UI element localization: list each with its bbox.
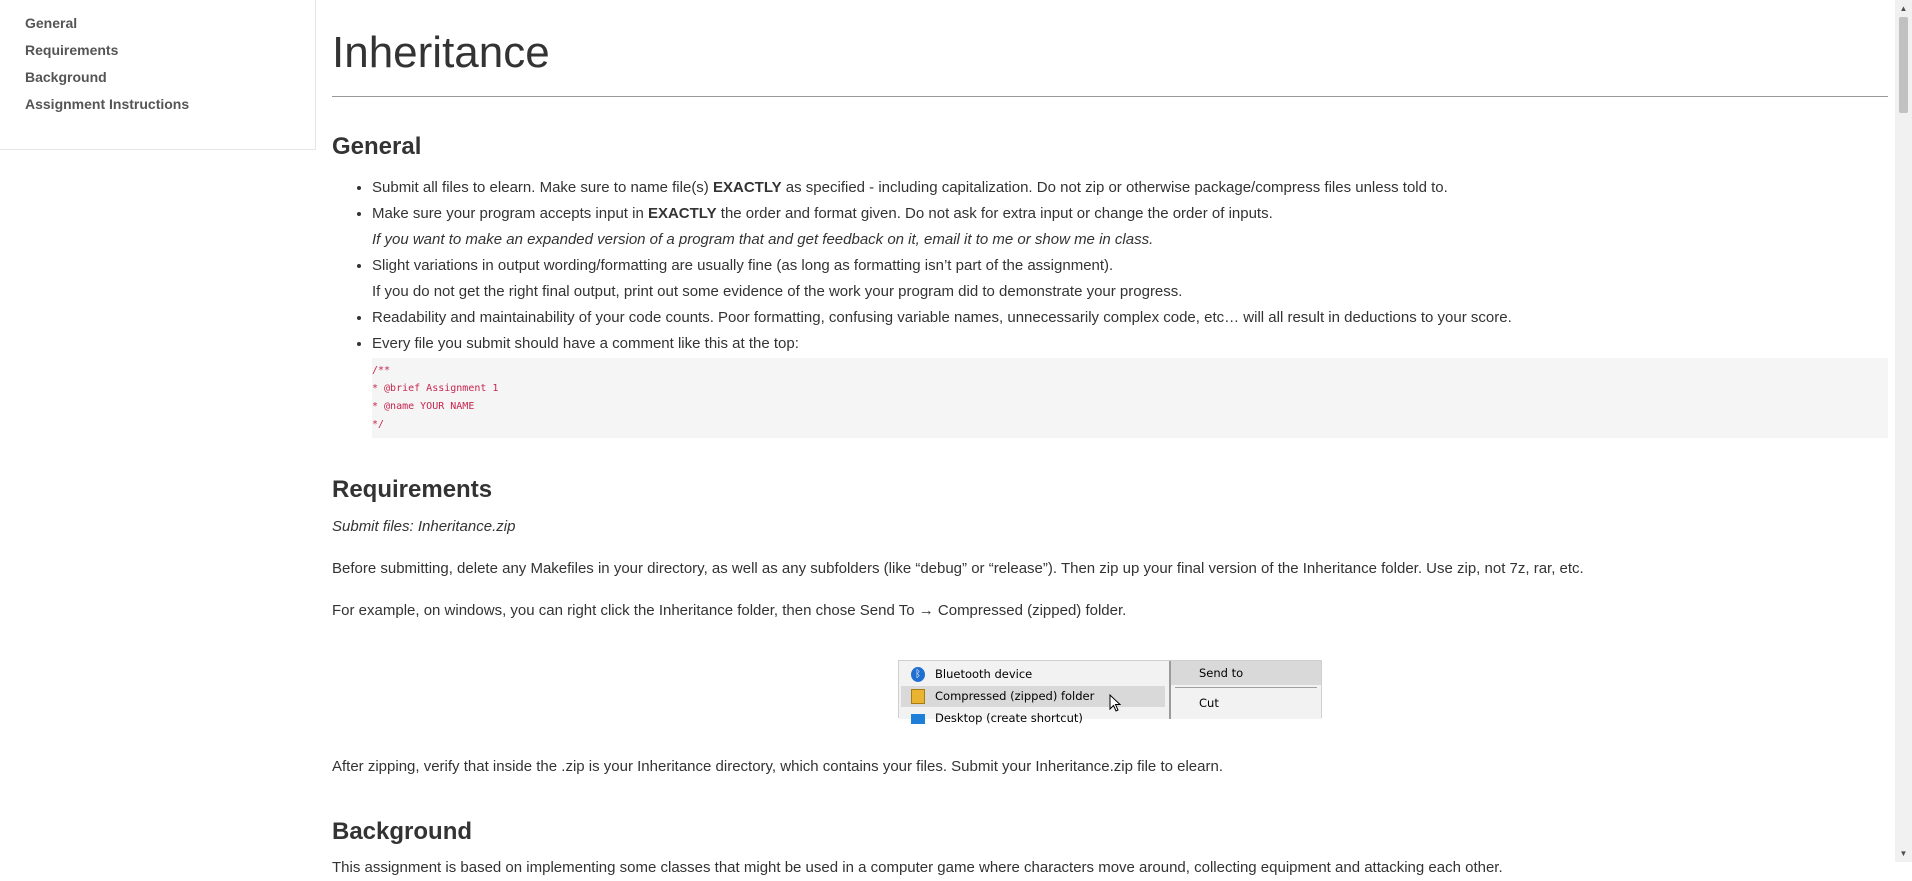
sidebar-item-assignment-instructions[interactable]: Assignment Instructions bbox=[25, 96, 190, 112]
item-note: If you want to make an expanded version of a program that and get feedback on it, email it to me or show me in class. bbox=[372, 231, 1154, 248]
item-text: Submit all files to elearn. Make sure to name file(s) bbox=[372, 179, 713, 196]
vertical-scrollbar[interactable] bbox=[1895, 0, 1912, 862]
menu-item-compressed-folder bbox=[901, 686, 1165, 707]
menu-item-cut: Cut bbox=[1199, 696, 1219, 710]
paragraph-background: This assignment is based on implementing some classes that might be used in a computer game where characters move around, collecting equipment and attacking each other. bbox=[332, 859, 1503, 876]
code-block-header-comment: /** * @brief Assignment 1 * @name YOUR NAME */ bbox=[372, 358, 1888, 438]
section-heading-requirements: Requirements bbox=[332, 476, 493, 503]
zip-folder-icon bbox=[911, 689, 925, 704]
item-text: Slight variations in output wording/formatting are usually fine (as long as formatting isn’t part of the assignment). bbox=[372, 257, 1114, 274]
sidebar-item-general[interactable]: General bbox=[25, 15, 78, 31]
submit-files-text: Submit files: Inheritance.zip bbox=[332, 518, 516, 535]
emphasis-text: EXACTLY bbox=[712, 179, 782, 196]
mouse-cursor-icon bbox=[1109, 694, 1121, 712]
desktop-icon bbox=[911, 714, 925, 724]
list-item bbox=[372, 201, 1888, 253]
menu-item-send-to bbox=[1171, 661, 1321, 685]
send-to-submenu bbox=[899, 661, 1171, 725]
paragraph-example: For example, on windows, you can right click the Inheritance folder, then chose Send To → Compressed (zipped) folder. bbox=[332, 602, 1127, 619]
menu-item-label: Send to bbox=[1199, 666, 1244, 680]
scroll-up-arrow-icon[interactable]: ▲ bbox=[1899, 4, 1908, 13]
emphasis-text: EXACTLY bbox=[647, 205, 717, 222]
section-heading-general: General bbox=[332, 133, 422, 160]
sidebar-item-requirements[interactable]: Requirements bbox=[25, 42, 119, 58]
context-menu bbox=[1171, 661, 1321, 719]
item-text: Make sure your program accepts input in bbox=[372, 205, 648, 222]
item-text: Readability and maintainability of your code counts. Poor formatting, confusing variable names, unnecessarily complex code, etc… will all result in deductions to your score. bbox=[372, 309, 1512, 326]
sidebar-toc bbox=[0, 0, 316, 150]
menu-item-desktop bbox=[901, 708, 1165, 729]
context-menu-screenshot-image bbox=[898, 660, 1322, 725]
item-text: Every file you submit should have a comment like this at the top: bbox=[372, 335, 799, 352]
item-note: If you do not get the right final output, print out some evidence of the work your program did to demonstrate your progress. bbox=[372, 283, 1183, 300]
main-content bbox=[332, 0, 1888, 881]
item-text: as specified - including capitalization. Do not zip or otherwise package/compress files unless told to. bbox=[781, 179, 1448, 196]
scrollbar-thumb[interactable] bbox=[1899, 17, 1908, 113]
item-text: the order and format given. Do not ask for extra input or change the order of inputs. bbox=[716, 205, 1273, 222]
paragraph-before-submitting: Before submitting, delete any Makefiles in your directory, as well as any subfolders (like “debug” or “release”). Then zip up your final version of the Inheritance folder. Use zip, not 7z, rar, etc. bbox=[332, 560, 1584, 577]
paragraph-after-zipping: After zipping, verify that inside the .zip is your Inheritance directory, which contains your files. Submit your Inheritance.zip file to elearn. bbox=[332, 758, 1223, 775]
bluetooth-icon: ᛒ bbox=[911, 667, 925, 682]
menu-item-bluetooth bbox=[901, 664, 1165, 685]
menu-item-label: Bluetooth device bbox=[935, 667, 1033, 681]
list-item bbox=[372, 253, 1888, 305]
list-item bbox=[372, 175, 1888, 201]
menu-item-label: Desktop (create shortcut) bbox=[935, 711, 1083, 725]
section-heading-background: Background bbox=[332, 818, 473, 845]
general-list bbox=[332, 175, 1888, 357]
sidebar-item-background[interactable]: Background bbox=[25, 69, 107, 85]
scroll-down-arrow-icon[interactable]: ▼ bbox=[1899, 849, 1908, 858]
menu-separator bbox=[1175, 687, 1317, 688]
menu-item-label: Compressed (zipped) folder bbox=[935, 689, 1095, 703]
page-title: Inheritance bbox=[332, 0, 1888, 97]
list-item bbox=[372, 305, 1888, 331]
list-item bbox=[372, 331, 1888, 357]
